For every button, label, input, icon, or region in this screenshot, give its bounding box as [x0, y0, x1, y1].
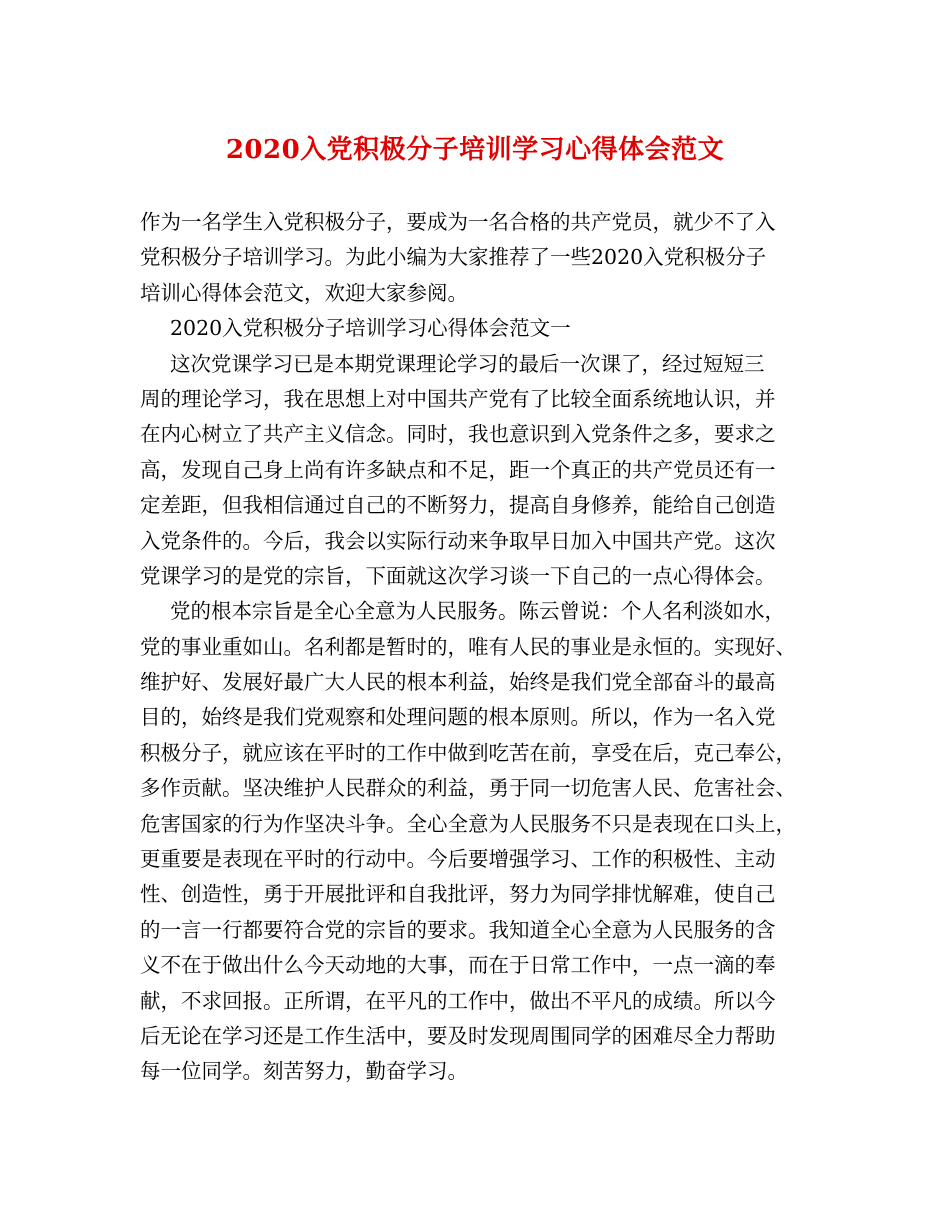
body-line: 这次党课学习已是本期党课理论学习的最后一次课了，经过短短三 [170, 351, 765, 376]
body-line: 危害国家的行为作坚决斗争。全心全意为人民服务不只是表现在口头上， [140, 811, 796, 836]
body-line: 的一言一行都要符合党的宗旨的要求。我知道全心全意为人民服务的含 [140, 917, 776, 942]
body-line: 后无论在学习还是工作生活中，要及时发现周围同学的困难尽全力帮助 [140, 1023, 776, 1048]
body-line: 培训心得体会范文，欢迎大家参阅。 [140, 280, 468, 305]
body-line: 党课学习的是党的宗旨，下面就这次学习谈一下自己的一点心得体会。 [140, 563, 776, 588]
body-line: 在内心树立了共产主义信念。同时，我也意识到入党条件之多，要求之 [140, 422, 776, 447]
body-line: 作为一名学生入党积极分子，要成为一名合格的共产党员，就少不了入 [140, 210, 776, 234]
body-line: 党的根本宗旨是全心全意为人民服务。陈云曾说：个人名利淡如水， [170, 599, 785, 624]
body-line: 每一位同学。刻苦努力，勤奋学习。 [140, 1059, 468, 1084]
body-line: 献，不求回报。正所谓，在平凡的工作中，做出不平凡的成绩。所以今 [140, 988, 776, 1013]
body-line: 积极分子，就应该在平时的工作中做到吃苦在前，享受在后，克己奉公， [140, 740, 796, 765]
body-line: 党的事业重如山。名利都是暂时的，唯有人民的事业是永恒的。实现好、 [140, 634, 796, 659]
body-line: 高，发现自己身上尚有许多缺点和不足，距一个真正的共产党员还有一 [140, 457, 776, 482]
document-title: 2020入党积极分子培训学习心得体会范文 [225, 135, 725, 165]
body-line: 党积极分子培训学习。为此小编为大家推荐了一些2020入党积极分子 [140, 245, 767, 270]
document-body [140, 205, 820, 1090]
body-line: 定差距，但我相信通过自己的不断努力，提高自身修养，能给自己创造 [140, 493, 776, 518]
body-line: 目的，始终是我们党观察和处理问题的根本原则。所以，作为一名入党 [140, 705, 776, 730]
body-line: 性、创造性，勇于开展批评和自我批评，努力为同学排忧解难，使自己 [140, 882, 776, 907]
body-line: 更重要是表现在平时的行动中。今后要增强学习、工作的积极性、主动 [140, 847, 776, 872]
body-line: 维护好、发展好最广大人民的根本利益，始终是我们党全部奋斗的最高 [140, 670, 776, 695]
section-heading: 2020入党积极分子培训学习心得体会范文一 [170, 316, 571, 341]
body-line: 入党条件的。今后，我会以实际行动来争取早日加入中国共产党。这次 [140, 528, 776, 553]
body-line: 义不在于做出什么今天动地的大事，而在于日常工作中，一点一滴的奉 [140, 953, 776, 978]
body-line: 周的理论学习，我在思想上对中国共产党有了比较全面系统地认识，并 [140, 386, 776, 411]
body-line: 多作贡献。坚决维护人民群众的利益，勇于同一切危害人民、危害社会、 [140, 776, 796, 801]
